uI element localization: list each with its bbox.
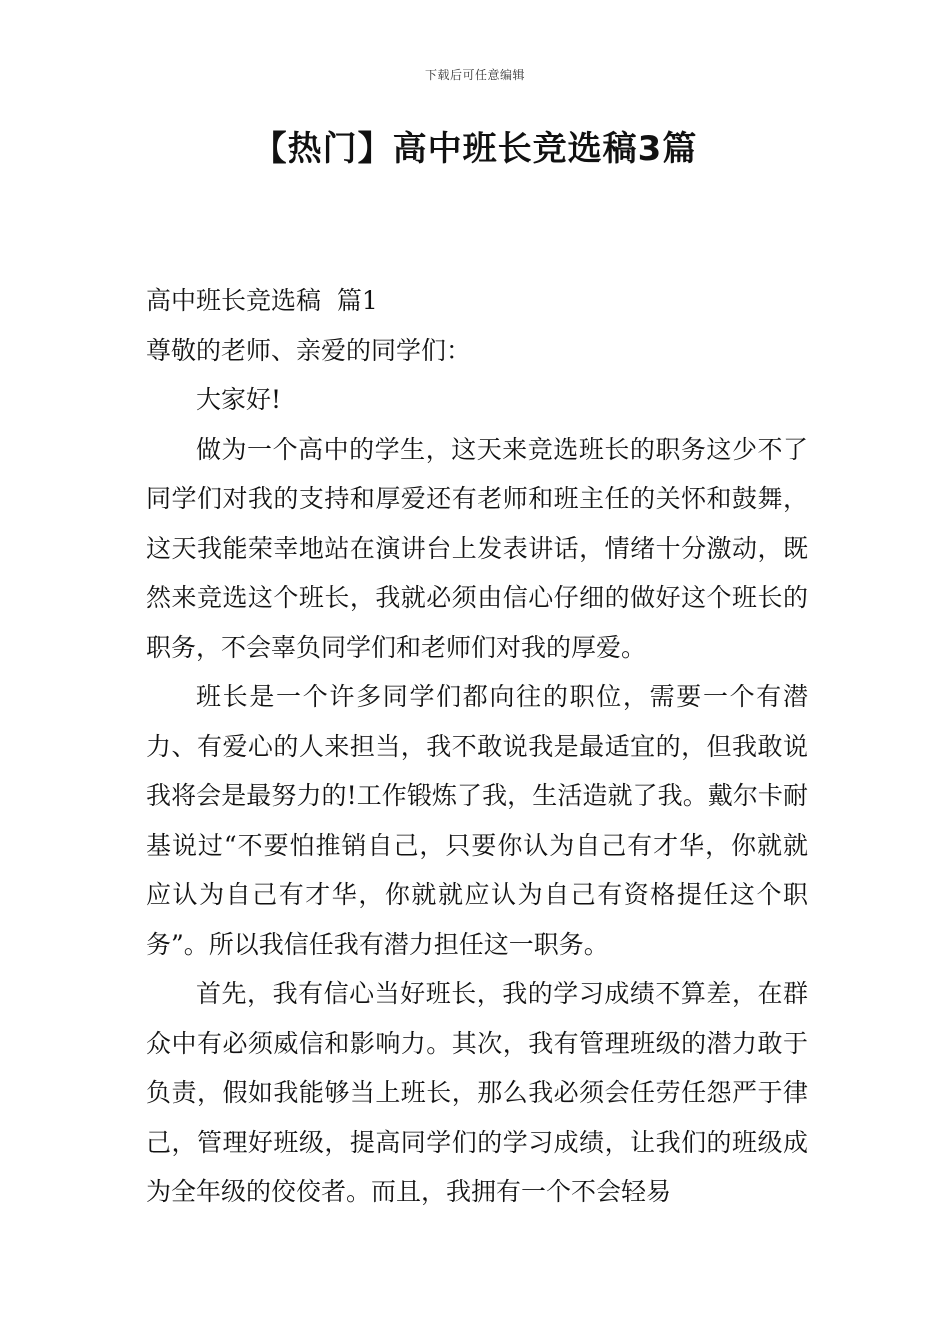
document-body (146, 276, 808, 1217)
document-title: 【热门】高中班长竞选稿3篇 (252, 129, 698, 169)
paragraph-2: 班长是一个许多同学们都向往的职位，需要一个有潜力、有爱心的人来担当，我不敢说我是最适宜的，但我敢说我将会是最努力的!工作锻炼了我，生活造就了我。戴尔卡耐基说过“不要怕推销自己，只要你认为自己有才华，你就就应认为自己有才华，你就就应认为自己有资格提任这个职务”。所以我信任我有潜力担任这一职务。 (146, 682, 808, 959)
paragraph-3: 首先，我有信心当好班长，我的学习成绩不算差，在群众中有必须威信和影响力。其次，我有管理班级的潜力敢于负责，假如我能够当上班长，那么我必须会任劳任怨严于律己，管理好班级，提高同学们的学习成绩，让我们的班级成为全年级的佼佼者。而且，我拥有一个不会轻易 (146, 979, 808, 1206)
header-note: 下载后可任意编辑 (424, 68, 525, 82)
greeting: 大家好! (196, 385, 282, 414)
paragraph-1: 做为一个高中的学生，这天来竞选班长的职务这少不了同学们对我的支持和厚爱还有老师和班主任的关怀和鼓舞，这天我能荣幸地站在演讲台上发表讲话，情绪十分激动，既然来竞选这个班长，我就必须由信心仔细的做好这个班长的职务，不会辜负同学们和老师们对我的厚爱。 (146, 434, 808, 662)
section-heading: 高中班长竞选稿 篇1 (146, 286, 378, 315)
salutation: 尊敬的老师、亲爱的同学们： (146, 335, 472, 365)
